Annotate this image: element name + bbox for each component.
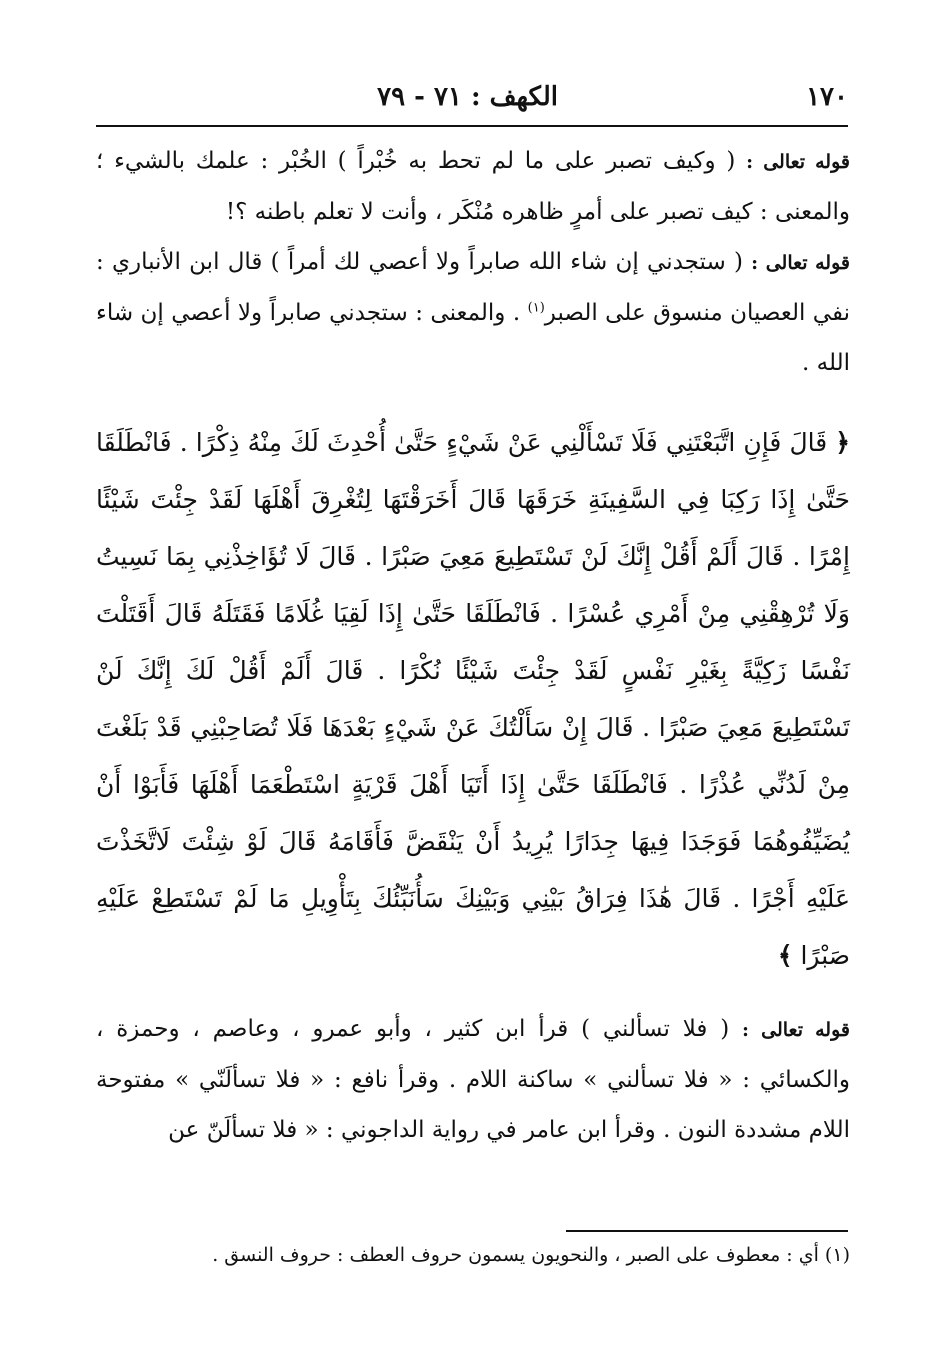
commentary-paragraph	[96, 136, 850, 237]
footnote: (١) أي : معطوف على الصبر ، والنحويون يسمون حروف العطف : حروف النسق .	[212, 1244, 850, 1266]
footnote-rule	[566, 1230, 848, 1232]
paragraph-lead: قوله تعالى :	[742, 1019, 850, 1041]
verse-close-bracket: ﴾	[777, 941, 793, 970]
commentary-paragraph	[96, 237, 850, 388]
verse-open-bracket: ﴿	[835, 428, 850, 457]
verse-text: قَالَ فَإِنِ اتَّبَعْتَنِي فَلَا تَسْأَلْنِي عَنْ شَيْءٍ حَتَّىٰ أُحْدِثَ لَكَ مِنْهُ ذِكْرًا . فَانْطَلَقَا حَتَّىٰ إِذَا رَكِبَا فِي السَّفِينَةِ خَرَقَهَا قَالَ أَخَرَقْتَهَا لِتُغْرِقَ أَهْلَهَا لَقَدْ جِئْتَ شَيْئًا إِمْرًا . قَالَ أَلَمْ أَقُلْ إِنَّكَ لَنْ تَسْتَطِيعَ مَعِيَ صَبْرًا . قَالَ لَا تُؤَاخِذْنِي بِمَا نَسِيتُ وَلَا تُرْهِقْنِي مِنْ أَمْرِي عُسْرًا . فَانْطَلَقَا حَتَّىٰ إِذَا لَقِيَا غُلَامًا فَقَتَلَهُ قَالَ أَقَتَلْتَ نَفْسًا زَكِيَّةً بِغَيْرِ نَفْسٍ لَقَدْ جِئْتَ شَيْئًا نُكْرًا . قَالَ أَلَمْ أَقُلْ لَكَ إِنَّكَ لَنْ تَسْتَطِيعَ مَعِيَ صَبْرًا . قَالَ إِنْ سَأَلْتُكَ عَنْ شَيْءٍ بَعْدَهَا فَلَا تُصَاحِبْنِي قَدْ بَلَغْتَ مِنْ لَدُنِّي عُذْرًا . فَانْطَلَقَا حَتَّىٰ إِذَا أَتَيَا أَهْلَ قَرْيَةٍ اسْتَطْعَمَا أَهْلَهَا فَأَبَوْا أَنْ يُضَيِّفُوهُمَا فَوَجَدَا فِيهَا جِدَارًا يُرِيدُ أَنْ يَنْقَضَّ فَأَقَامَهُ قَالَ لَوْ شِئْتَ لَاتَّخَذْتَ عَلَيْهِ أَجْرًا . قَالَ هَٰذَا فِرَاقُ بَيْنِي وَبَيْنِكَ سَأُنَبِّئُكَ بِتَأْوِيلِ مَا لَمْ تَسْتَطِعْ عَلَيْهِ صَبْرًا	[96, 428, 850, 970]
paragraph-text: ( وكيف تصبر على ما لم تحط به خُبْراً ) الخُبْر : علمك بالشيء ؛ والمعنى : كيف تصبر على أمرٍ ظاهره مُنْكَر ، وأنت لا تعلم باطنه ؟!	[96, 148, 850, 225]
paragraph-text: ( ستجدني إن شاء الله صابراً ولا أعصي لك أمراً ) قال ابن الأنباري : نفي العصيان منسوق على الصبر	[96, 249, 851, 326]
paragraph-text: . والمعنى : ستجدني صابراً ولا أعصي إن شاء الله .	[96, 300, 850, 376]
commentary-paragraph	[96, 1004, 850, 1155]
footnote-marker: (١)	[527, 300, 545, 316]
paragraph-text: ( فلا تسألني ) قرأ ابن كثير ، وأبو عمرو ، وعاصم ، وحمزة ، والكسائي : « فلا تسألني » ساكنة اللام . وقرأ نافع : « فلا تسألَنّي » مفتوحة اللام مشددة النون . وقرأ ابن عامر في رواية الداجوني : « فلا تسألَنّ عن	[96, 1016, 850, 1143]
surah-verse-range: الكهف : ٧١ - ٧٩	[377, 82, 558, 112]
page-body	[96, 136, 850, 1155]
header-rule	[96, 125, 848, 127]
paragraph-lead: قوله تعالى :	[746, 151, 850, 173]
quran-verse-block	[96, 414, 850, 984]
paragraph-lead: قوله تعالى :	[751, 252, 850, 274]
running-head	[96, 78, 848, 118]
page-number: ١٧٠	[806, 82, 848, 112]
